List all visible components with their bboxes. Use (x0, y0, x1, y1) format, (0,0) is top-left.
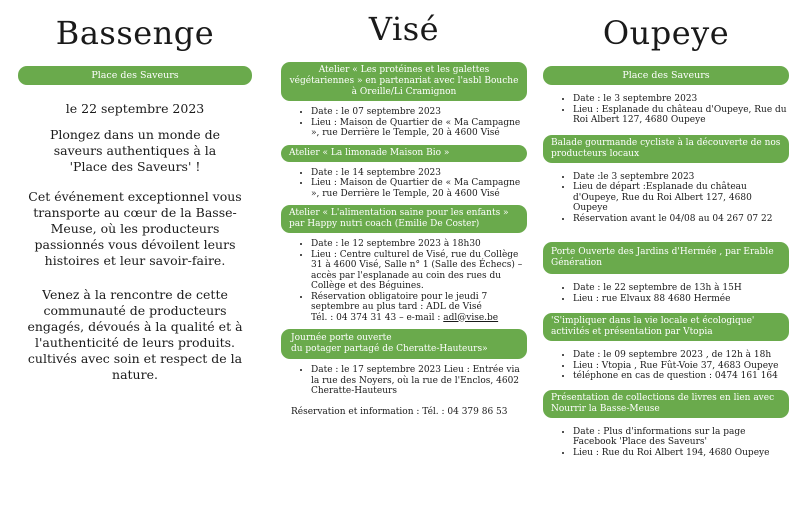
oupeye-event-heading: Place des Saveurs (543, 66, 789, 85)
bassenge-date: le 22 septembre 2023 (65, 101, 205, 116)
vise-title: Visé (368, 10, 440, 48)
vise-event-details (281, 365, 527, 397)
vise-reservation-info: Réservation et information : Tél. : 04 379 86 53 (291, 406, 508, 417)
list-item: • Lieu : Esplanade du château d'Oupeye, Rue du Roi Albert 127, 4680 Oupeye (573, 105, 789, 126)
vise-column (281, 0, 527, 418)
oupeye-event-heading: Balade gourmande cycliste à la découverte de nos producteurs locaux (543, 135, 789, 163)
list-item: • Réservation avant le 04/08 au 04 267 07 22 (573, 214, 789, 225)
bassenge-title: Bassenge (55, 14, 215, 52)
list-item (311, 292, 527, 324)
list-item: • Lieu : Rue du Roi Albert 194, 4680 Oupeye (573, 448, 789, 459)
contact-prefix: Tél. : 04 374 31 43 – e-mail : (311, 312, 444, 323)
list-item: • Lieu : rue Elvaux 88 4680 Hermée (573, 294, 789, 305)
list-item: • Date : le 14 septembre 2023 (311, 168, 527, 179)
list-item: • Lieu : Maison de Quartier de « Ma Campagne », rue Derrière le Temple, 20 à 4600 Visé (311, 178, 527, 199)
list-item: • Lieu de départ :Esplanade du château d'Oupeye, Rue du Roi Albert 127, 4680 Oupeye (573, 182, 789, 214)
oupeye-event-heading: Porte Ouverte des Jardins d'Hermée , par Erable Génération (543, 242, 789, 274)
vise-event-heading: Atelier « L'alimentation saine pour les enfants » par Happy nutri coach (Emilie De Coster) (281, 205, 527, 233)
bassenge-intro: Plongez dans un monde de saveurs authentiques à la 'Place des Saveurs' ! (49, 127, 221, 174)
reservation-note: Réservation obligatoire pour le jeudi 7 septembre au plus tard : ADL de Visé (311, 291, 488, 312)
vise-event-heading (281, 329, 527, 359)
list-item: • Date : le 22 septembre de 13h à 15H (573, 283, 789, 294)
oupeye-event-details (543, 283, 789, 304)
list-item: • Lieu : Vtopia , Rue Fût-Voie 37, 4683 Oupeye (573, 361, 789, 372)
list-item: • Date : le 09 septembre 2023 , de 12h à 18h (573, 350, 789, 361)
list-item: • Date : le 3 septembre 2023 (573, 94, 789, 105)
list-item: • Date :le 3 septembre 2023 (573, 172, 789, 183)
vise-event-details (281, 168, 527, 200)
bassenge-pill: Place des Saveurs (18, 66, 252, 85)
oupeye-event-heading: 'S'impliquer dans la vie locale et écologique' activités et présentation par Vtopia (543, 313, 789, 341)
vise-event-details (281, 239, 527, 323)
heading-line: Journée porte ouverte (291, 333, 392, 343)
bassenge-column (18, 0, 252, 383)
list-item: • Lieu : Centre culturel de Visé, rue du Collège 31 à 4600 Visé, Salle n° 1 (Salle des Échecs) – accès par l'esplanade au coin des rues du Collège et des Béguines. (311, 250, 527, 292)
vise-event-heading: Atelier « Les protéines et les galettes végétariennes » en partenariat avec l'asbl Bouche à Oreille/Li Cramignon (281, 62, 527, 101)
bassenge-paragraph-3: Venez à la rencontre de cette communauté de producteurs engagés, dévoués à la qualité et à l'authenticité de leurs produits. cultivés avec soin et respect de la nature. (27, 287, 243, 382)
oupeye-event-details (543, 350, 789, 382)
oupeye-event-heading: Présentation de collections de livres en lien avec Nourrir la Basse-Meuse (543, 390, 789, 418)
list-item: • Date : le 07 septembre 2023 (311, 107, 527, 118)
heading-line: du potager partagé de Cheratte-Hauteurs» (291, 344, 488, 354)
list-item: • Date : le 12 septembre 2023 à 18h30 (311, 239, 527, 250)
oupeye-event-details (543, 427, 789, 459)
list-item: • Lieu : Maison de Quartier de « Ma Campagne », rue Derrière le Temple, 20 à 4600 Visé (311, 118, 527, 139)
oupeye-title: Oupeye (602, 14, 730, 52)
list-item: • Date : Plus d'informations sur la page Facebook 'Place des Saveurs' (573, 427, 789, 448)
oupeye-column (543, 0, 789, 458)
oupeye-event-details (543, 172, 789, 225)
email-link[interactable]: adl@vise.be (443, 312, 499, 323)
list-item: • Date : le 17 septembre 2023 Lieu : Entrée via la rue des Noyers, où la rue de l'Enclos, 4602 Cheratte-Hauteurs (311, 365, 527, 397)
list-item: • téléphone en cas de question : 0474 161 164 (573, 371, 789, 382)
oupeye-event-details (543, 94, 789, 126)
vise-event-details (281, 107, 527, 139)
bassenge-paragraph-2: Cet événement exceptionnel vous transporte au cœur de la Basse-Meuse, où les producteurs passionnés vous dévoilent leurs histoires et leur savoir-faire. (28, 189, 242, 268)
vise-event-heading: Atelier « La limonade Maison Bio » (281, 145, 527, 162)
